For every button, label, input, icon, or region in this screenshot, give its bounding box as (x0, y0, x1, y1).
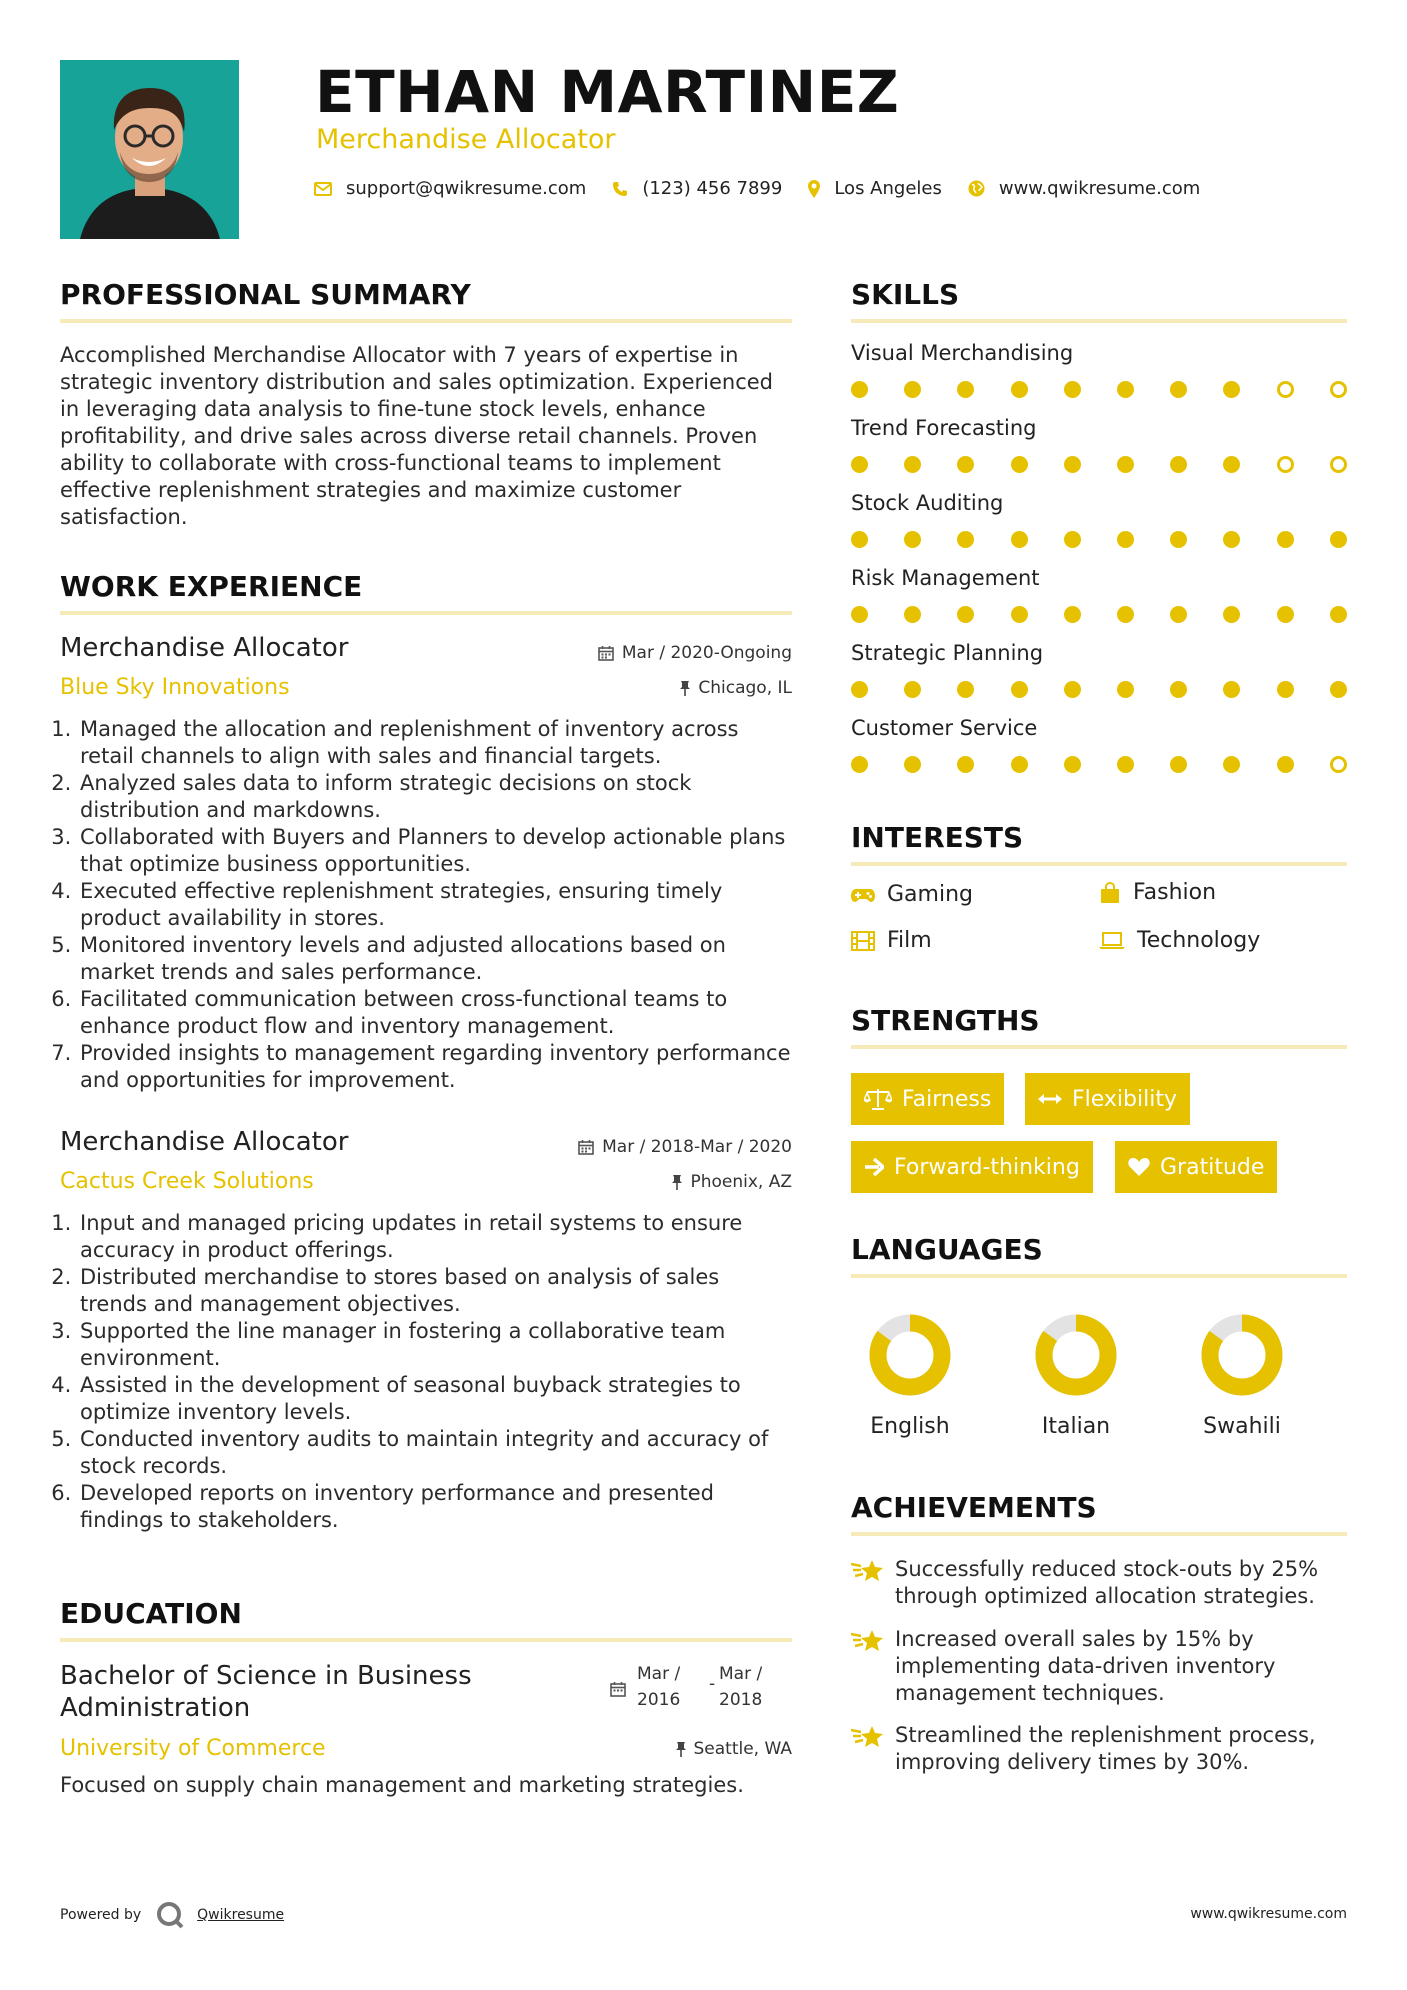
strength-label: Flexibility (1072, 1086, 1177, 1112)
location-text: Los Angeles (834, 178, 942, 199)
rating-dot-filled (957, 381, 974, 398)
balance-scale-icon (864, 1088, 892, 1110)
person-avatar-icon (60, 60, 239, 239)
rating-dot-filled (1170, 606, 1187, 623)
job-location-text: Chicago, IL (698, 678, 792, 698)
pushpin-icon (680, 680, 690, 696)
rating-dot-filled (904, 606, 921, 623)
contact-email[interactable] (314, 178, 586, 199)
profile-photo (60, 60, 239, 239)
heart-icon (1128, 1157, 1150, 1177)
skills-divider (851, 319, 1347, 323)
summary-divider (60, 319, 792, 323)
rating-dot-empty (1277, 381, 1294, 398)
skill-name: Stock Auditing (851, 491, 1004, 515)
job-bullet: 6. Developed reports on inventory performance and presented findings to stakeholders. (78, 1480, 792, 1534)
laptop-icon (1099, 932, 1125, 950)
gamepad-icon (851, 887, 875, 903)
rating-dot-filled (1011, 756, 1028, 773)
rating-dot-filled (1117, 531, 1134, 548)
contact-location (808, 178, 942, 199)
envelope-icon (314, 182, 332, 196)
rating-dot-filled (1277, 531, 1294, 548)
arrows-horizontal-icon (1038, 1093, 1062, 1105)
interests-divider (851, 862, 1347, 866)
rating-dot-filled (1223, 531, 1240, 548)
strength-label: Forward-thinking (894, 1154, 1080, 1180)
achievement-text: Successfully reduced stock-outs by 25% through optimized allocation strategies. (895, 1557, 1319, 1608)
rating-dot-filled (1223, 756, 1240, 773)
rating-dot-empty (1330, 756, 1347, 773)
interest-film (851, 928, 932, 953)
rating-dot-filled (1170, 756, 1187, 773)
skill-rating (851, 756, 1347, 776)
rating-dot-filled (1117, 606, 1134, 623)
job-dates-text: Mar / 2018-Mar / 2020 (602, 1137, 792, 1157)
summary-text: Accomplished Merchandise Allocator with 7 years of expertise in strategic inventory distribution and sales optimization. Experienced in leveraging data analysis to fine-tune stock levels, enhance profitability, and drive sales across diverse retail channels. Proven ability to collaborate with cross-functional teams to implement effective replenishment strategies and maximize customer satisfaction. (60, 343, 773, 529)
rating-dot-filled (1277, 606, 1294, 623)
rating-dot-filled (1064, 456, 1081, 473)
strengths-heading: STRENGTHS (851, 1004, 1040, 1037)
phone-icon (612, 181, 628, 197)
language-name: English (870, 1414, 950, 1439)
film-icon (851, 931, 875, 951)
rating-dot-filled (1170, 381, 1187, 398)
rating-dot-filled (957, 681, 974, 698)
job-bullet: 6. Facilitated communication between cross-functional teams to enhance product flow and inventory management. (78, 986, 792, 1040)
shooting-star-icon (851, 1628, 885, 1654)
strengths-divider (851, 1045, 1347, 1049)
contact-website[interactable] (968, 178, 1200, 199)
edu-start-year: 2016 (637, 1690, 681, 1710)
job-dates (578, 1137, 792, 1157)
edu-start-month: Mar / (637, 1664, 681, 1684)
job-location (672, 1172, 792, 1192)
strength-badge-flexibility (1025, 1073, 1190, 1125)
job-title: Merchandise Allocator (60, 1127, 349, 1157)
strength-label: Fairness (902, 1086, 992, 1112)
map-marker-icon (808, 180, 820, 198)
school-name: University of Commerce (60, 1736, 326, 1761)
job-bullet: 2. Analyzed sales data to inform strategic decisions on stock distribution and markdowns. (78, 770, 792, 824)
rating-dot-filled (1170, 456, 1187, 473)
skill-rating (851, 381, 1347, 401)
interest-label: Film (887, 928, 932, 953)
achievement-text: Streamlined the replenishment process, improving delivery times by 30%. (895, 1723, 1316, 1774)
rating-dot-filled (957, 756, 974, 773)
rating-dot-filled (1011, 681, 1028, 698)
powered-by-label: Powered by (60, 1907, 142, 1923)
interest-gaming (851, 882, 973, 907)
rating-dot-filled (1223, 456, 1240, 473)
rating-dot-filled (1011, 531, 1028, 548)
rating-dot-filled (851, 606, 868, 623)
rating-dot-filled (1170, 531, 1187, 548)
skill-rating (851, 531, 1347, 551)
languages-divider (851, 1274, 1347, 1278)
language-ring (1197, 1310, 1287, 1400)
degree-line-1: Bachelor of Science in Business (60, 1661, 472, 1691)
experience-divider (60, 611, 792, 615)
job-bullet: 7. Provided insights to management regarding inventory performance and opportunities for improvement. (78, 1040, 792, 1094)
job-company: Cactus Creek Solutions (60, 1169, 314, 1194)
calendar-icon (610, 1681, 626, 1697)
rating-dot-filled (1064, 606, 1081, 623)
skill-name: Visual Merchandising (851, 341, 1074, 365)
pushpin-icon (676, 1741, 686, 1757)
rating-dot-filled (1117, 381, 1134, 398)
rating-dot-filled (904, 756, 921, 773)
shopping-bag-icon (1099, 882, 1121, 904)
language-ring (1031, 1310, 1121, 1400)
experience-heading: WORK EXPERIENCE (60, 570, 363, 603)
rating-dot-filled (1170, 681, 1187, 698)
rating-dot-filled (957, 531, 974, 548)
rating-dot-filled (851, 681, 868, 698)
job-bullet: 3. Supported the line manager in fostering a collaborative team environment. (78, 1318, 792, 1372)
website-text: www.qwikresume.com (998, 178, 1201, 199)
rating-dot-filled (1064, 756, 1081, 773)
rating-dot-filled (1064, 681, 1081, 698)
rating-dot-empty (1330, 456, 1347, 473)
summary-heading: PROFESSIONAL SUMMARY (60, 278, 471, 311)
calendar-icon (598, 645, 614, 661)
rating-dot-filled (1330, 681, 1347, 698)
interest-technology (1099, 928, 1260, 953)
strength-badge-gratitude (1115, 1141, 1277, 1193)
job-bullets (60, 716, 792, 1094)
rating-dot-filled (851, 531, 868, 548)
achievements-divider (851, 1532, 1347, 1536)
job-bullet: 3. Collaborated with Buyers and Planners to develop actionable plans that optimize business opportunities. (78, 824, 792, 878)
education-heading: EDUCATION (60, 1597, 242, 1630)
job-bullet: 1. Managed the allocation and replenishment of inventory across retail channels to align with sales and financial targets. (78, 716, 792, 770)
phone-text: (123) 456 7899 (642, 178, 783, 199)
rating-dot-filled (904, 456, 921, 473)
interest-fashion (1099, 880, 1216, 905)
education-location-text: Seattle, WA (693, 1739, 792, 1759)
interest-label: Gaming (887, 882, 973, 907)
rating-dot-filled (851, 456, 868, 473)
education-description: Focused on supply chain management and marketing strategies. (60, 1773, 744, 1797)
skill-name: Customer Service (851, 716, 1038, 740)
candidate-name: ETHAN MARTINEZ (315, 58, 900, 126)
achievements-heading: ACHIEVEMENTS (851, 1491, 1097, 1524)
rating-dot-filled (1223, 681, 1240, 698)
skills-heading: SKILLS (851, 278, 960, 311)
interest-label: Fashion (1133, 880, 1217, 905)
contact-phone[interactable] (612, 178, 782, 199)
footer-powered-by (60, 1900, 284, 1930)
rating-dot-filled (851, 381, 868, 398)
degree-line-2: Administration (60, 1693, 251, 1723)
interest-label: Technology (1137, 928, 1261, 953)
edu-date-dash: - (709, 1674, 716, 1694)
rating-dot-filled (957, 606, 974, 623)
job-bullet: 4. Executed effective replenishment strategies, ensuring timely product availability in stores. (78, 878, 792, 932)
rating-dot-empty (1277, 456, 1294, 473)
rating-dot-filled (904, 681, 921, 698)
pushpin-icon (672, 1174, 682, 1190)
job-bullet: 4. Assisted in the development of seasonal buyback strategies to optimize inventory levels. (78, 1372, 792, 1426)
language-name: Italian (1041, 1414, 1111, 1439)
qwikresume-link[interactable]: Qwikresume (197, 1907, 285, 1923)
job-location (680, 678, 792, 698)
job-bullets (60, 1210, 792, 1534)
skill-rating (851, 606, 1347, 626)
rating-dot-filled (1117, 756, 1134, 773)
skill-rating (851, 456, 1347, 476)
rating-dot-filled (1277, 681, 1294, 698)
achievement-item (851, 1722, 1361, 1776)
interests-heading: INTERESTS (851, 821, 1024, 854)
job-bullet: 2. Distributed merchandise to stores based on analysis of sales trends and management objectives. (78, 1264, 792, 1318)
arrow-right-icon (864, 1158, 884, 1176)
job-title: Merchandise Allocator (60, 633, 349, 663)
rating-dot-filled (1064, 381, 1081, 398)
strength-badge-fairness (851, 1073, 1004, 1125)
skill-name: Trend Forecasting (851, 416, 1037, 440)
rating-dot-filled (1011, 606, 1028, 623)
globe-icon (968, 180, 985, 197)
skill-name: Strategic Planning (851, 641, 1044, 665)
job-company: Blue Sky Innovations (60, 675, 290, 700)
skill-rating (851, 681, 1347, 701)
rating-dot-filled (1064, 531, 1081, 548)
rating-dot-filled (904, 531, 921, 548)
rating-dot-filled (957, 456, 974, 473)
achievement-text: Increased overall sales by 15% by implementing data-driven inventory management techniques. (895, 1627, 1276, 1705)
rating-dot-filled (851, 756, 868, 773)
candidate-title: Merchandise Allocator (316, 124, 616, 155)
qwikresume-logo-icon (155, 1900, 185, 1930)
calendar-icon (578, 1139, 594, 1155)
achievement-item (851, 1626, 1361, 1707)
job-bullet: 1. Input and managed pricing updates in retail systems to ensure accuracy in product offerings. (78, 1210, 792, 1264)
language-ring (865, 1310, 955, 1400)
shooting-star-icon (851, 1724, 885, 1750)
rating-dot-filled (1117, 456, 1134, 473)
strength-label: Gratitude (1160, 1154, 1265, 1180)
rating-dot-filled (1223, 381, 1240, 398)
skill-name: Risk Management (851, 566, 1040, 590)
education-location (676, 1739, 793, 1759)
shooting-star-icon (851, 1558, 885, 1584)
education-divider (60, 1638, 792, 1642)
contact-bar (314, 178, 1226, 199)
rating-dot-filled (1330, 531, 1347, 548)
edu-end-month: Mar / (719, 1664, 763, 1684)
rating-dot-filled (1277, 756, 1294, 773)
strength-badge-forward-thinking (851, 1141, 1093, 1193)
job-bullet: 5. Monitored inventory levels and adjusted allocations based on market trends and sales performance. (78, 932, 792, 986)
rating-dot-filled (1223, 606, 1240, 623)
language-name: Swahili (1203, 1414, 1281, 1439)
rating-dot-filled (904, 381, 921, 398)
job-location-text: Phoenix, AZ (690, 1172, 792, 1192)
languages-heading: LANGUAGES (851, 1233, 1043, 1266)
achievement-item (851, 1556, 1361, 1610)
rating-dot-filled (1011, 456, 1028, 473)
job-bullet: 5. Conducted inventory audits to maintain integrity and accuracy of stock records. (78, 1426, 792, 1480)
job-dates-text: Mar / 2020-Ongoing (621, 643, 792, 663)
footer-url[interactable]: www.qwikresume.com (1190, 1906, 1347, 1922)
rating-dot-filled (1011, 381, 1028, 398)
rating-dot-filled (1330, 606, 1347, 623)
rating-dot-filled (1117, 681, 1134, 698)
edu-end-year: 2018 (719, 1690, 763, 1710)
email-text: support@qwikresume.com (346, 178, 587, 199)
rating-dot-empty (1330, 381, 1347, 398)
job-dates (598, 643, 792, 663)
